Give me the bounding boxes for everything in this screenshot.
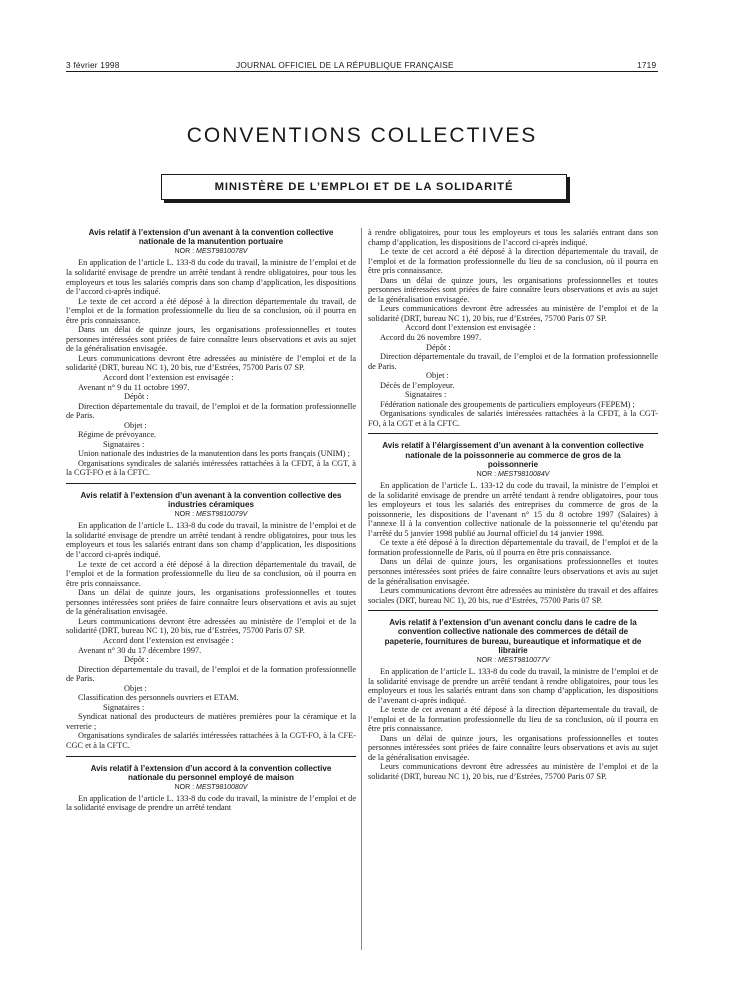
notice-manutention-portuaire (66, 228, 356, 478)
extension-value: Avenant n° 30 du 17 décembre 1997. (78, 645, 202, 655)
nor-id: MEST9810078V (196, 248, 248, 256)
nor-id: MEST9810084V (498, 471, 550, 479)
section-divider (368, 433, 658, 434)
column-separator (361, 228, 362, 950)
paragraph: Leurs communications devront être adressées au ministère de l’emploi et de la solidarité (DRT, bureau NC 1), 20 bis, rue d’Estrées, 75700 Paris 07 SP. (66, 616, 356, 636)
header-date: 3 février 1998 (66, 60, 120, 70)
paragraph: Leurs communications devront être adressées au ministère du travail et des affaires sociales (DRT, bureau NC 1), 20 bis, rue d’Estrées, 75700 Paris 07 SP. (368, 586, 658, 605)
header-journal-title: JOURNAL OFFICIEL DE LA RÉPUBLIQUE FRANÇAISE (236, 60, 454, 70)
notice-title: Avis relatif à l’élargissement d’un avenant à la convention collective nationale de la poissonnerie au commerce de gros de la poissonnerie (382, 441, 644, 469)
nor-label: NOR : (476, 471, 497, 479)
notice-industries-ceramiques (66, 491, 356, 751)
notice-title: Avis relatif à l’extension d’un accord à la convention collective nationale du personnel employé de maison (90, 763, 332, 782)
notice-title: Avis relatif à l’extension d’un avenant à la convention collective des industries céramiques (80, 490, 342, 510)
signataire-1: Union nationale des industries de la manutention dans les ports français (UNIM) ; (78, 449, 350, 459)
paragraph: En application de l’article L. 133-8 du code du travail, la ministre de l’emploi et de la solidarité envisage de prendre un arrêté tendant à rendre obligatoires, pour tous les employeurs et tous les salariés entrant dans son champ d’application, les dispositions de l’avenant ci-après indiqué. (368, 667, 658, 705)
nor-label: NOR : (174, 248, 195, 256)
left-column (66, 228, 356, 813)
nor-reference (368, 657, 658, 664)
section-divider (368, 610, 658, 611)
paragraph: Leurs communications devront être adressées au ministère de l’emploi et de la solidarité (DRT, bureau NC 1), 20 bis, rue d’Estrées, 75700 Paris 07 SP. (66, 353, 356, 373)
objet-value: Classification des personnels ouvriers et ETAM. (78, 693, 239, 703)
extension-label: Accord dont l’extension est envisagée : (405, 323, 536, 333)
extension-label: Accord dont l’extension est envisagée : (103, 372, 234, 382)
depot-value: Direction départementale du travail, de l’emploi et de la formation professionnelle de Paris. (368, 352, 658, 371)
paragraph: Leurs communications devront être adressées au ministère de l’emploi et de la solidarité (DRT, bureau NC 1), 20 bis, rue d’Estrées, 75700 Paris 07 SP. (368, 304, 658, 323)
nor-reference (66, 248, 356, 255)
notice-employe-de-maison-continued (368, 228, 658, 428)
paragraph: Le texte de cet avenant a été déposé à la direction départementale du travail, de l’emploi et de la formation professionnelle du lieu de sa conclusion, où il pourra en être pris connaissance. (368, 705, 658, 734)
nor-label: NOR : (174, 511, 195, 519)
objet-label: Objet : (124, 420, 147, 430)
notice-employe-de-maison (66, 764, 356, 814)
nor-reference (368, 471, 658, 478)
page-title: CONVENTIONS COLLECTIVES (186, 124, 538, 147)
signataire-1: Syndicat national des producteurs de matières premières pour la céramique et la verrerie ; (66, 712, 356, 731)
paragraph: Dans un délai de quinze jours, les organisations professionnelles et toutes personnes intéressées sont priées de faire connaître leurs observations et avis au sujet de la généralisation envisagée. (66, 588, 356, 617)
nor-label: NOR : (476, 657, 497, 665)
paragraph: Dans un délai de quinze jours, les organisations professionnelles et toutes personnes intéressées sont priées de faire connaître leurs observations et avis au sujet de la généralisation envisagée. (368, 275, 658, 304)
nor-id: MEST9810079V (196, 511, 248, 519)
depot-value: Direction départementale du travail, de l’emploi et de la formation professionnelle de Paris. (66, 401, 356, 421)
objet-value: Régime de prévoyance. (78, 430, 157, 440)
header-page-number: 1719 (637, 60, 657, 70)
right-column (368, 228, 658, 782)
signataire-2: Organisations syndicales de salariés intéressées rattachées à la CFDT, à la CGT, à la CGT-FO et à la CFTC. (66, 458, 356, 478)
paragraph: Le texte de cet accord a été déposé à la direction départementale du travail, de l’emploi et de la formation professionnelle du lieu de sa conclusion, où il pourra en être pris connaissance. (66, 296, 356, 325)
paragraph: Ce texte a été déposé à la direction départementale du travail, de l’emploi et de la formation professionnelle de Paris, où il pourra en être pris connaissance. (368, 538, 658, 557)
paragraph: Dans un délai de quinze jours, les organisations professionnelles et toutes personnes intéressées sont priées de faire connaître leurs observations et avis au sujet de la généralisation envisagée. (66, 325, 356, 354)
signataires-label: Signataires : (103, 702, 145, 712)
section-divider (66, 756, 356, 757)
ministry-label: MINISTÈRE DE L’EMPLOI ET DE LA SOLIDARITÉ (214, 181, 514, 193)
paragraph: Leurs communications devront être adressées au ministère de l’emploi et de la solidarité (DRT, bureau NC 1), 20 bis, rue d’Estrées, 75700 Paris 07 SP. (368, 762, 658, 782)
paragraph: Le texte de cet accord a été déposé à la direction départementale du travail, de l’emploi et de la formation professionnelle du lieu de sa conclusion, où il pourra en être pris connaissance. (66, 559, 356, 588)
ministry-banner (161, 174, 567, 200)
paragraph: En application de l’article L. 133-12 du code du travail, la ministre de l’emploi et de la solidarité envisage de prendre un arrêté tendant à rendre obligatoires, pour tous les employeurs et tous les salariés des entreprises du commerce de gros de la poissonnerie, les dispositions de l’avenant n° 15 du 8 octobre 1997 (Salaires) à l’annexe II à la convention collective nationale de la poissonnerie tel qu’étendu par l’arrêté du 5 janvier 1998 publié au Journal officiel du 14 janvier 1998. (368, 481, 658, 538)
paragraph: En application de l’article L. 133-8 du code du travail, la ministre de l’emploi et de la solidarité envisage de prendre un arrêté tendant (66, 793, 356, 813)
signataire-1: Fédération nationale des groupements de particuliers employeurs (FEPEM) ; (380, 399, 635, 409)
depot-label: Dépôt : (124, 655, 149, 665)
notice-title: Avis relatif à l’extension d’un avenant conclu dans le cadre de la convention collective nationale des commerces de détail de papeterie, fournitures de bureau, bureautique et informatique et de librairie (384, 618, 642, 655)
section-divider (66, 483, 356, 484)
paragraph: Dans un délai de quinze jours, les organisations professionnelles et toutes personnes intéressées sont priées de faire connaître leurs observations et avis au sujet de la généralisation envisagée. (368, 733, 658, 762)
header-rule (66, 71, 658, 72)
nor-reference (66, 511, 356, 518)
depot-label: Dépôt : (426, 342, 451, 352)
extension-value: Avenant n° 9 du 11 octobre 1997. (78, 382, 190, 392)
notice-poissonnerie (368, 441, 658, 605)
notice-papeterie-librairie (368, 618, 658, 781)
extension-label: Accord dont l’extension est envisagée : (103, 635, 234, 645)
signataire-2: Organisations syndicales de salariés intéressées rattachées à la CGT-FO, à la CFE-CGC et à la CFTC. (66, 731, 356, 750)
paragraph: En application de l’article L. 133-8 du code du travail, la ministre de l’emploi et de la solidarité envisage de prendre un arrêté tendant à rendre obligatoires, pour tous les employeurs et tous les salariés entrant dans son champ d’application, les dispositions de l’accord ci-après indiqué. (66, 521, 356, 560)
nor-label: NOR : (174, 783, 195, 791)
nor-reference (66, 784, 356, 791)
notice-title: Avis relatif à l’extension d’un avenant à la convention collective nationale de la manutention portuaire (88, 228, 334, 247)
depot-value: Direction départementale du travail, de l’emploi et de la formation professionnelle de Paris. (66, 664, 356, 684)
objet-value: Décès de l’employeur. (380, 380, 455, 390)
paragraph: Le texte de cet accord a été déposé à la direction départementale du travail, de l’emploi et de la formation professionnelle du lieu de sa conclusion, où il pourra en être pris connaissance. (368, 247, 658, 276)
objet-label: Objet : (426, 371, 449, 381)
paragraph: à rendre obligatoires, pour tous les employeurs et tous les salariés entrant dans son champ d’application, les dispositions de l’accord ci-après indiqué. (368, 228, 658, 247)
signataire-2: Organisations syndicales de salariés intéressées rattachées à la CFDT, à la CGT-FO, à la CGT et à la CFTC. (368, 409, 658, 428)
objet-label: Objet : (124, 683, 147, 693)
signataires-label: Signataires : (103, 439, 145, 449)
nor-id: MEST9810077V (498, 657, 550, 665)
extension-value: Accord du 26 novembre 1997. (380, 333, 482, 343)
paragraph: Dans un délai de quinze jours, les organisations professionnelles et toutes personnes intéressées sont priées de faire connaître leurs observations et avis au sujet de la généralisation envisagée. (368, 557, 658, 586)
depot-label: Dépôt : (124, 392, 149, 402)
nor-id: MEST9810080V (196, 783, 248, 791)
signataires-label: Signataires : (405, 390, 447, 400)
paragraph: En application de l’article L. 133-8 du code du travail, la ministre de l’emploi et de la solidarité envisage de prendre un arrêté tendant à rendre obligatoires, pour tous les employeurs et tous les salariés compris dans son champ d’application, les dispositions de l’accord ci-après indiqué. (66, 258, 356, 297)
